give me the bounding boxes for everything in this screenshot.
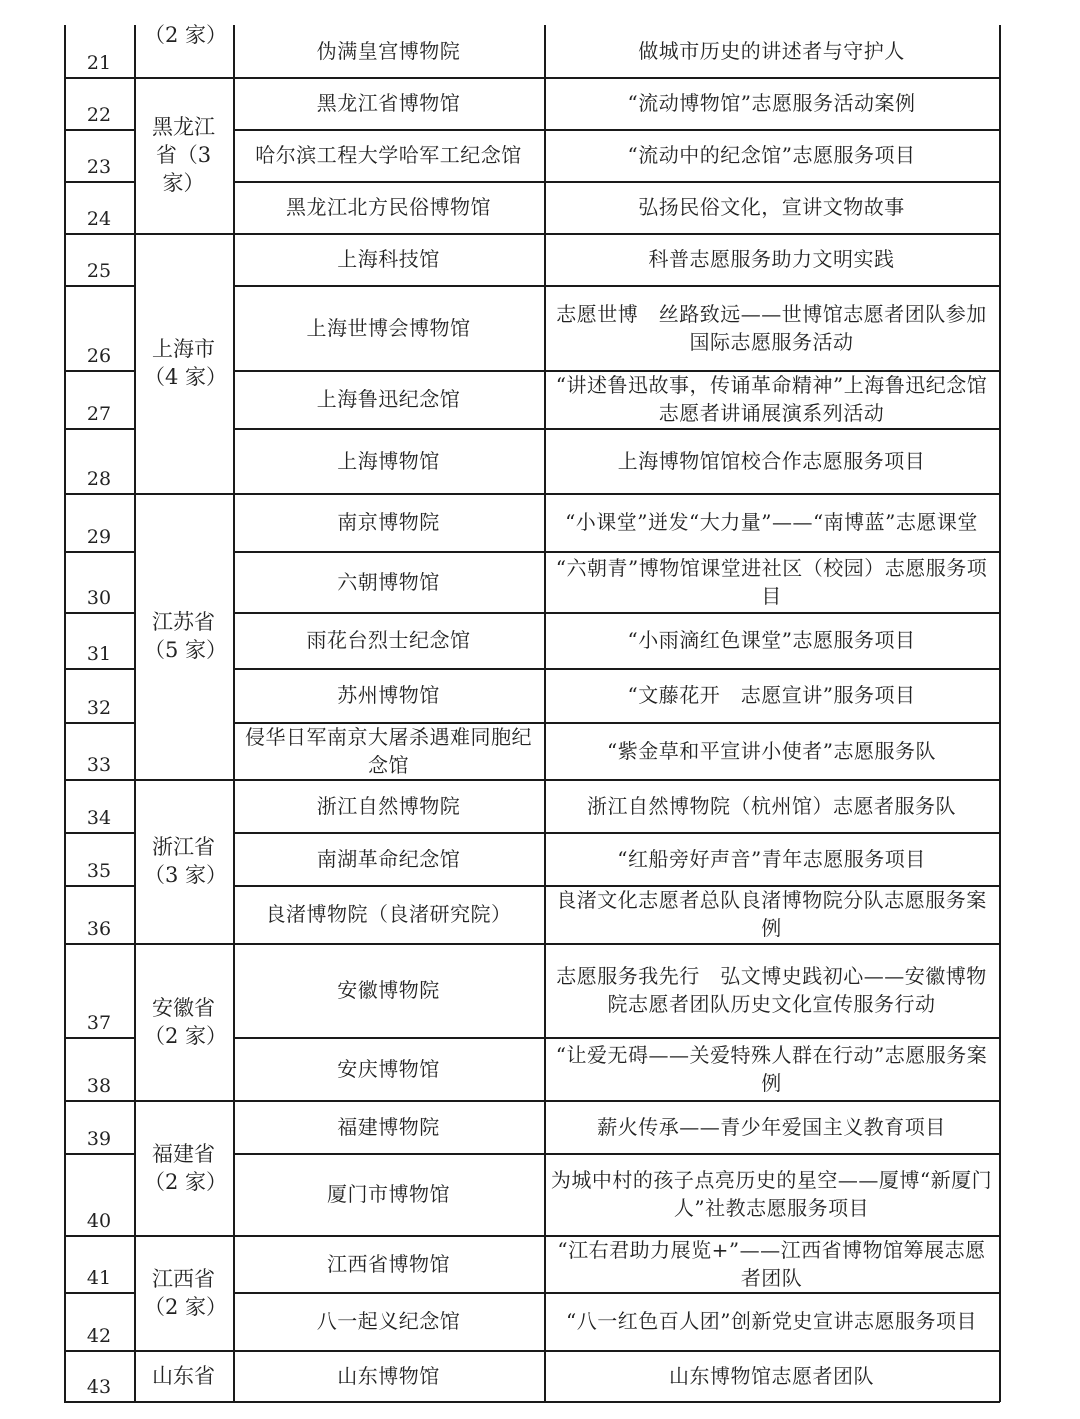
row-divider — [64, 1235, 134, 1237]
row-divider — [64, 1153, 134, 1155]
row-divider — [233, 612, 1000, 614]
row-divider — [64, 1350, 134, 1352]
project-name: 做城市历史的讲述者与守护人 — [638, 39, 905, 63]
row-number: 40 — [86, 1210, 112, 1232]
project-name: “流动博物馆”志愿服务活动案例 — [627, 91, 916, 115]
row-number: 31 — [86, 643, 112, 665]
row-divider — [233, 1100, 1000, 1102]
project-name: “红船旁好声音”青年志愿服务项目 — [617, 846, 926, 871]
province-cell: 山东省 — [152, 1363, 215, 1388]
museum-name: 上海科技馆 — [337, 247, 440, 271]
row-divider — [64, 370, 134, 372]
museum-name: 安徽博物院 — [337, 978, 440, 1002]
row-divider — [233, 885, 1000, 887]
row-divider — [233, 1350, 1000, 1352]
row-divider — [64, 943, 134, 945]
row-divider — [64, 779, 134, 781]
museum-name: 福建博物院 — [337, 1114, 440, 1139]
province-divider — [134, 1401, 233, 1403]
row-divider — [233, 77, 1000, 79]
row-divider — [64, 612, 134, 614]
project-name: 良渚文化志愿者总队良渚博物院分队志愿服务案例 — [556, 888, 987, 940]
museum-name: 上海鲁迅纪念馆 — [316, 387, 461, 411]
column-divider — [544, 25, 546, 1402]
project-name: 弘扬民俗文化，宣讲文物故事 — [638, 195, 905, 219]
row-number: 43 — [86, 1376, 112, 1398]
museum-name: 苏州博物馆 — [337, 683, 440, 707]
row-divider — [233, 943, 1000, 945]
row-number: 22 — [86, 104, 112, 126]
row-divider — [233, 779, 1000, 781]
province-cell: 上海市（4 家） — [144, 337, 228, 389]
row-divider — [64, 428, 134, 430]
row-divider — [233, 181, 1000, 183]
museum-name: 厦门市博物馆 — [327, 1182, 450, 1206]
row-divider — [64, 233, 134, 235]
museum-name: 六朝博物馆 — [337, 569, 440, 594]
row-number: 36 — [86, 918, 112, 940]
row-divider — [64, 668, 134, 670]
project-name: 志愿世博 丝路致远——世博馆志愿者团队参加国际志愿服务活动 — [556, 301, 987, 354]
project-name: 上海博物馆馆校合作志愿服务项目 — [617, 448, 926, 473]
museum-name: 南京博物院 — [337, 510, 440, 534]
row-divider — [64, 1292, 134, 1294]
museum-name: 良渚博物院（良渚研究院） — [265, 902, 512, 926]
row-divider — [64, 77, 134, 79]
project-name: “讲述鲁迅故事，传诵革命精神”上海鲁迅纪念馆志愿者讲诵展演系列活动 — [555, 373, 988, 425]
row-number: 41 — [86, 1267, 112, 1289]
province-divider — [134, 233, 233, 235]
column-divider — [999, 25, 1001, 1402]
row-number: 25 — [86, 260, 112, 282]
row-number: 37 — [86, 1012, 112, 1034]
museum-name: 江西省博物馆 — [327, 1251, 450, 1276]
province-divider — [134, 1235, 233, 1237]
row-number: 33 — [86, 754, 112, 776]
project-name: 为城中村的孩子点亮历史的星空——厦博“新厦门人”社教志愿服务项目 — [550, 1168, 993, 1220]
row-number: 27 — [86, 403, 112, 425]
row-number: 35 — [86, 860, 112, 882]
row-divider — [64, 885, 134, 887]
project-name: “江右君助力展览+”——江西省博物馆筹展志愿者团队 — [557, 1237, 986, 1290]
province-cell: 浙江省（3 家） — [144, 835, 228, 887]
museum-name: 上海博物馆 — [337, 448, 440, 473]
column-divider — [64, 25, 66, 1402]
row-number: 32 — [86, 697, 112, 719]
row-number: 42 — [86, 1325, 112, 1347]
row-number: 34 — [86, 807, 112, 829]
row-divider — [233, 722, 1000, 724]
row-divider — [233, 285, 1000, 287]
row-divider — [233, 493, 1000, 495]
province-divider — [134, 779, 233, 781]
row-number: 30 — [86, 587, 112, 609]
project-name: “小雨滴红色课堂”志愿服务项目 — [627, 628, 916, 652]
museum-name: 八一起义纪念馆 — [316, 1309, 461, 1333]
project-name: 志愿服务我先行 弘文博史践初心——安徽博物院志愿者团队历史文化宣传服务行动 — [556, 964, 987, 1016]
row-number: 24 — [86, 208, 112, 230]
museum-name: 侵华日军南京大屠杀遇难同胞纪念馆 — [245, 724, 532, 777]
project-name: “小课堂”迸发“大力量”——“南博蓝”志愿课堂 — [565, 510, 978, 534]
province-divider — [134, 493, 233, 495]
row-divider — [233, 1037, 1000, 1039]
project-name: “流动中的纪念馆”志愿服务项目 — [627, 143, 916, 167]
row-divider — [233, 1401, 1000, 1403]
project-name: “让爱无碍——关爱特殊人群在行动”志愿服务案例 — [555, 1042, 988, 1095]
column-divider — [134, 25, 136, 1402]
museum-name: 上海世博会博物馆 — [306, 315, 471, 340]
project-name: 浙江自然博物院（杭州馆）志愿者服务队 — [587, 793, 956, 818]
museum-name: 浙江自然博物院 — [316, 793, 461, 818]
row-divider — [233, 832, 1000, 834]
row-divider — [233, 551, 1000, 553]
museum-name: 安庆博物馆 — [337, 1056, 440, 1081]
row-number: 29 — [86, 526, 112, 548]
project-name: “文藤花开 志愿宣讲”服务项目 — [627, 683, 916, 707]
row-divider — [64, 1401, 134, 1403]
province-cell: 福建省（2 家） — [144, 1141, 228, 1194]
row-divider — [64, 832, 134, 834]
province-cell: 江西省（2 家） — [144, 1266, 228, 1319]
column-divider — [233, 25, 235, 1402]
row-number: 38 — [86, 1075, 112, 1097]
row-divider — [64, 551, 134, 553]
province-divider — [134, 943, 233, 945]
row-divider — [64, 1100, 134, 1102]
row-number: 26 — [86, 345, 112, 367]
province-cell: 安徽省（2 家） — [144, 995, 228, 1048]
row-number: 23 — [86, 156, 112, 178]
museum-name: 南湖革命纪念馆 — [316, 846, 461, 871]
province-divider — [134, 77, 233, 79]
province-cell: 江苏省（5 家） — [144, 610, 228, 662]
museum-volunteer-table — [64, 25, 999, 1401]
province-divider — [134, 1100, 233, 1102]
row-divider — [233, 1153, 1000, 1155]
row-divider — [233, 370, 1000, 372]
row-divider — [64, 1037, 134, 1039]
museum-name: 雨花台烈士纪念馆 — [306, 628, 471, 652]
museum-name: 山东博物馆 — [337, 1363, 440, 1388]
row-divider — [233, 428, 1000, 430]
row-divider — [233, 1235, 1000, 1237]
row-number: 21 — [86, 52, 112, 74]
row-number: 39 — [86, 1128, 112, 1150]
row-divider — [233, 129, 1000, 131]
row-divider — [64, 722, 134, 724]
row-divider — [64, 285, 134, 287]
row-number: 28 — [86, 468, 112, 490]
province-divider — [134, 1350, 233, 1352]
project-name: “六朝青”博物馆课堂进社区（校园）志愿服务项目 — [555, 555, 988, 608]
museum-name: 哈尔滨工程大学哈军工纪念馆 — [255, 143, 522, 167]
project-name: 科普志愿服务助力文明实践 — [648, 247, 895, 271]
project-name: “紫金草和平宣讲小使者”志愿服务队 — [607, 738, 936, 763]
museum-name: 伪满皇宫博物院 — [316, 39, 461, 63]
project-name: 薪火传承——青少年爱国主义教育项目 — [597, 1114, 946, 1139]
project-name: “八一红色百人团”创新党史宣讲志愿服务项目 — [566, 1309, 977, 1333]
province-cell: 黑龙江省（3 家） — [152, 115, 215, 195]
row-divider — [64, 181, 134, 183]
museum-name: 黑龙江省博物馆 — [316, 91, 461, 115]
row-divider — [233, 668, 1000, 670]
project-name: 山东博物馆志愿者团队 — [669, 1363, 874, 1388]
row-divider — [233, 233, 1000, 235]
row-divider — [233, 1292, 1000, 1294]
row-divider — [64, 493, 134, 495]
row-divider — [64, 129, 134, 131]
province-cell: （2 家） — [144, 23, 228, 47]
museum-name: 黑龙江北方民俗博物馆 — [286, 195, 491, 219]
